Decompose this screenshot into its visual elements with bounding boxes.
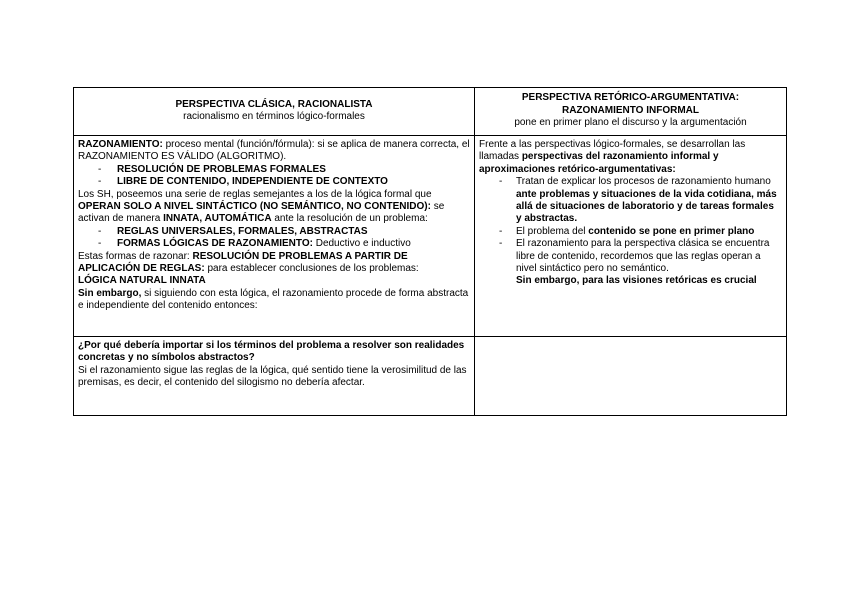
- content-row: [74, 136, 787, 337]
- list-item: [479, 176, 782, 226]
- bold-span: Sin embargo,: [78, 287, 142, 299]
- bold-span: contenido se pone en primer plano: [588, 225, 755, 237]
- header-row: [74, 88, 787, 136]
- right-header-title-line2: RAZONAMIENTO INFORMAL: [561, 104, 700, 116]
- text-span: Estas formas de razonar:: [78, 250, 193, 262]
- list-item: [479, 238, 782, 288]
- question-cell: [74, 337, 475, 416]
- bullet-text: LIBRE DE CONTENIDO, INDEPENDIENTE DE CONTEXTO: [117, 176, 388, 188]
- text-span: para establecer conclusiones de los problemas:: [204, 263, 419, 275]
- sin-embargo-paragraph: [78, 288, 470, 313]
- bold-span: ante problemas y situaciones de la vida cotidiana, más allá de situaciones de laboratorio y de tareas formales y abstractas.: [516, 188, 777, 225]
- right-header-cell: [475, 88, 787, 136]
- bullet-text: RESOLUCIÓN DE PROBLEMAS FORMALES: [117, 163, 326, 175]
- left-header-title: PERSPECTIVA CLÁSICA, RACIONALISTA: [175, 98, 373, 110]
- razonamiento-paragraph: [78, 139, 470, 164]
- list-item: - REGLAS UNIVERSALES, FORMALES, ABSTRACTAS: [98, 225, 368, 237]
- razonamiento-definition: proceso mental (función/fórmula): si se aplica de manera correcta, el RAZONAMIENTO ES VÁLIDO (ALGORITMO).: [78, 139, 470, 163]
- empty-cell: [475, 337, 787, 416]
- question-row: [74, 337, 787, 416]
- bold-span: LÓGICA NATURAL INNATA: [78, 275, 206, 287]
- question-heading: ¿Por qué debería importar si los términos del problema a resolver son realidades concretas y no símbolos abstractos?: [78, 340, 465, 364]
- question-text: Si el razonamiento sigue las reglas de la lógica, qué sentido tiene la verosimilitud de las premisas, es decir, el contenido del silogismo no debería afectar.: [78, 364, 467, 389]
- left-header-subtitle: racionalismo en términos lógico-formales: [183, 111, 365, 122]
- sh-paragraph: [78, 189, 470, 226]
- right-header-subtitle: pone en primer plano el discurso y la argumentación: [514, 117, 747, 129]
- bold-span: RESOLUCIÓN DE PROBLEMAS A PARTIR DE APLICACIÓN DE REGLAS:: [78, 250, 408, 275]
- text-span: El razonamiento para la perspectiva clásica se encuentra libre de contenido, recordemos que las reglas operan a nivel sintáctico pero no semántico.: [516, 238, 770, 275]
- text-span: El problema del: [516, 225, 589, 237]
- bold-span: Sin embargo, para las visiones retóricas es crucial: [516, 275, 757, 287]
- right-content-cell: [475, 136, 787, 337]
- text-span: Frente a las perspectivas lógico-formales, se desarrollan las llamadas: [479, 139, 746, 163]
- formas-paragraph: [78, 251, 470, 288]
- term-razonamiento: RAZONAMIENTO:: [78, 139, 163, 150]
- bullet-text: Deductivo e inductivo: [312, 238, 411, 250]
- bullet-text: FORMAS LÓGICAS DE RAZONAMIENTO:: [117, 238, 313, 250]
- left-header-cell: [74, 88, 475, 136]
- text-span: Tratan de explicar los procesos de razonamiento humano: [516, 176, 771, 188]
- frente-paragraph: [479, 139, 782, 176]
- left-content-cell: [74, 136, 475, 337]
- list-item: [479, 226, 782, 238]
- list-item: - LIBRE DE CONTENIDO, INDEPENDIENTE DE CONTEXTO: [98, 176, 388, 188]
- list-item: - FORMAS LÓGICAS DE RAZONAMIENTO: Deductivo e inductivo: [98, 238, 411, 250]
- list-item: - RESOLUCIÓN DE PROBLEMAS FORMALES: [98, 163, 326, 175]
- text-span: Los SH, poseemos una serie de reglas semejantes a los de la lógica formal que: [78, 188, 432, 200]
- comparison-table: [73, 87, 787, 416]
- text-span: ante la resolución de un problema:: [271, 213, 428, 225]
- bold-span: OPERAN SOLO A NIVEL SINTÁCTICO (NO SEMÁNTICO, NO CONTENIDO):: [78, 201, 431, 213]
- bold-span: perspectivas del razonamiento informal y aproximaciones retórico-argumentativas:: [479, 151, 719, 175]
- text-span: se activan de manera: [78, 201, 445, 225]
- text-span: si siguiendo con esta lógica, el razonamiento procede de forma abstracta e independiente del contenido entonces:: [78, 287, 469, 312]
- right-header-title-line1: PERSPECTIVA RETÓRICO-ARGUMENTATIVA:: [521, 92, 740, 104]
- bold-span: INNATA, AUTOMÁTICA: [163, 213, 272, 225]
- bullet-text: REGLAS UNIVERSALES, FORMALES, ABSTRACTAS: [117, 225, 368, 237]
